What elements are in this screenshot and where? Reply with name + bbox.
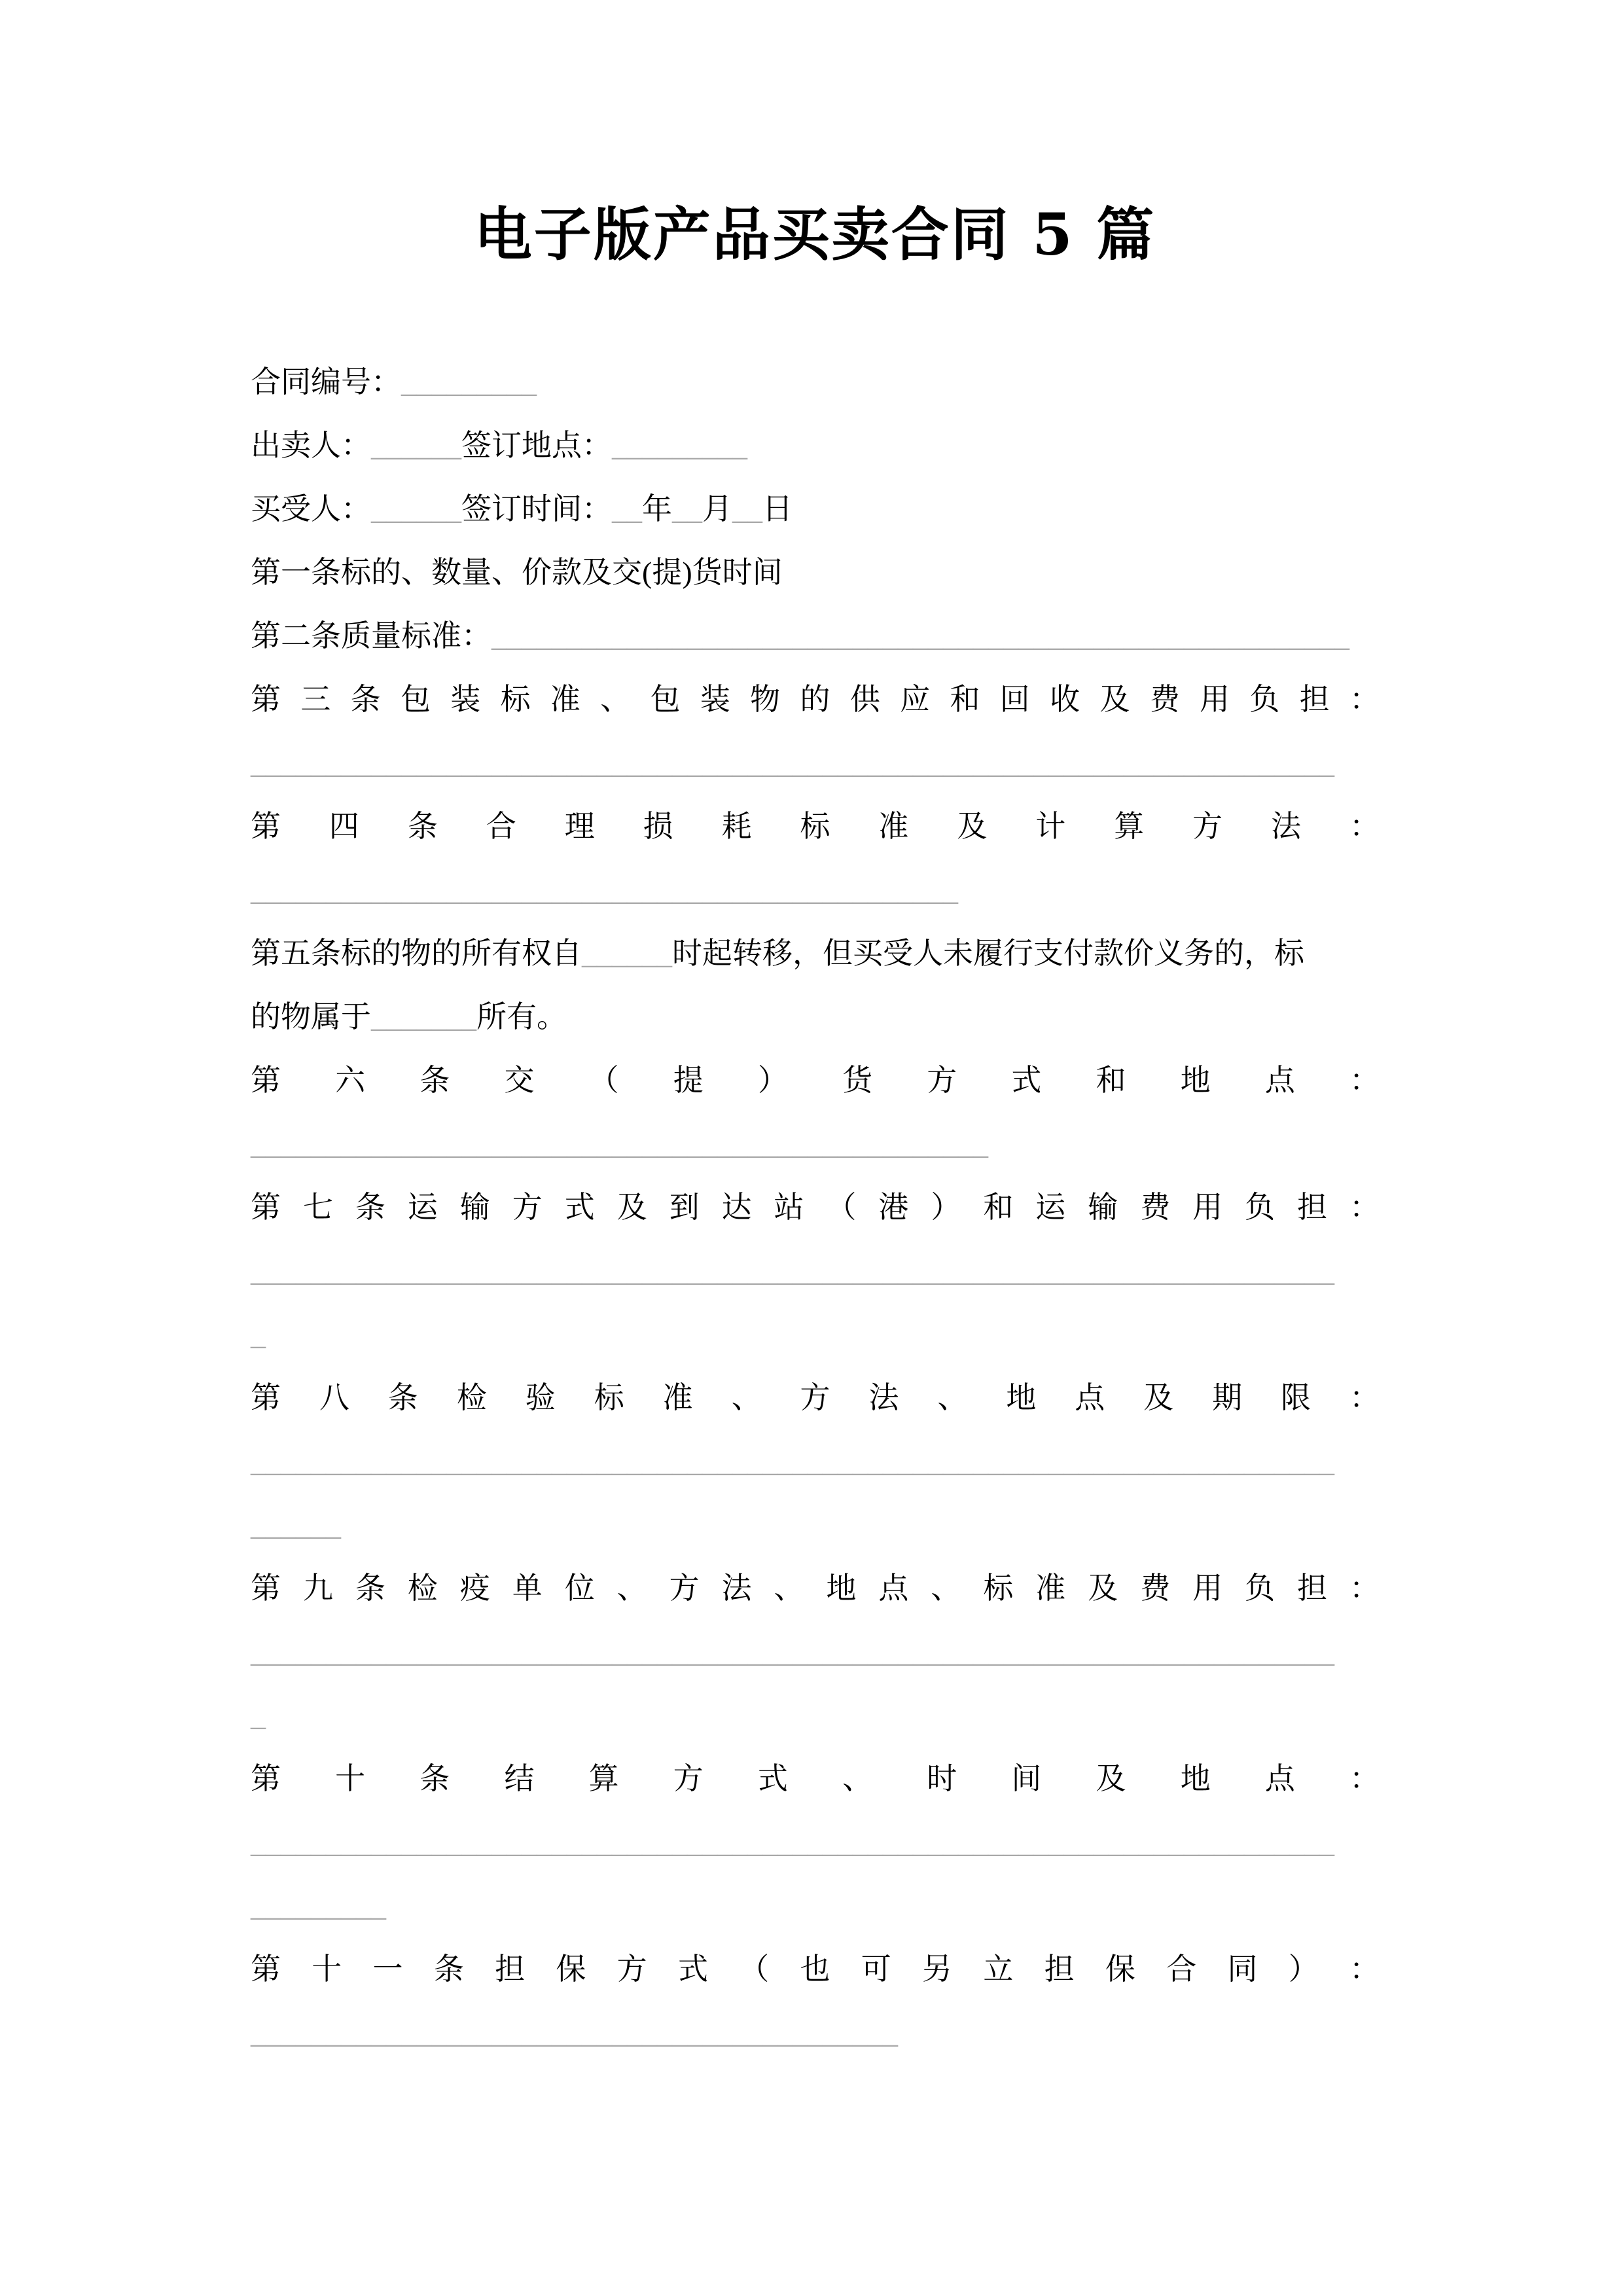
blank-field: ________________________________________________________________________	[251, 745, 1334, 780]
text-segment: 时起转移，但买受人未履行支付款价义务的，标	[672, 936, 1304, 970]
text-segment: 的物属于	[251, 999, 371, 1033]
blank-line-8	[251, 1620, 1380, 1683]
blank-field: ______	[371, 492, 461, 526]
text-segment: 第五条标的物的所有权自	[251, 936, 582, 970]
clause-7-line	[251, 1175, 1380, 1239]
text-segment: 年	[642, 492, 672, 526]
document-title: 电子版产品买卖合同 5 篇	[474, 200, 1156, 268]
clause-8-line	[251, 1366, 1380, 1429]
clause-4-line	[251, 795, 1380, 858]
blank-line-4	[251, 1239, 1380, 1302]
blank-field: _________________________________________________________	[491, 619, 1349, 653]
blank-line-6	[251, 1429, 1380, 1493]
text-segment: 第一条标的、数量、价款及交(提)货时间	[251, 555, 783, 589]
clause-3-line	[251, 668, 1380, 731]
blank-field: ________________________________________________________________________	[251, 1825, 1334, 1859]
blank-line-1	[251, 731, 1380, 795]
text-segment: 第 九 条 检 疫 单 位 、 方 法 、 地 点 、 标 准 及 费 用 负 担 ：	[251, 1571, 1380, 1605]
text-segment: 第 四 条 合 理 损 耗 标 准 及 计 算 方 法 ：	[251, 809, 1380, 843]
blank-line-7	[251, 1493, 1380, 1556]
blank-line-5	[251, 1302, 1380, 1366]
blank-field: _______	[371, 999, 476, 1033]
blank-field: _________	[251, 1888, 386, 1922]
blank-field: __	[672, 492, 702, 526]
text-segment: 所有。	[476, 999, 567, 1033]
clause-6-line	[251, 1049, 1380, 1112]
clause-10-line	[251, 1747, 1380, 1810]
blank-line-2	[251, 858, 1380, 922]
text-segment: 签订时间：	[461, 492, 612, 526]
clause-9-line	[251, 1556, 1380, 1620]
blank-line-9	[251, 1683, 1380, 1747]
blank-field: ______	[371, 428, 461, 462]
clause-5-line-2	[251, 985, 1380, 1049]
clause-5-line-1	[251, 922, 1380, 985]
text-segment: 签订地点：	[461, 428, 612, 462]
document-body	[251, 350, 1380, 2064]
text-segment: 合同编号：	[251, 365, 401, 399]
contract-number-line	[251, 350, 1380, 414]
blank-field: _	[251, 1698, 266, 1732]
blank-field: __	[732, 492, 762, 526]
clause-11-line	[251, 1937, 1380, 2001]
blank-field: ___________________________________________	[251, 2015, 898, 2049]
text-segment: 第 七 条 运 输 方 式 及 到 达 站 （ 港 ） 和 运 输 费 用 负 担 ：	[251, 1190, 1380, 1224]
text-segment: 买受人：	[251, 492, 371, 526]
text-segment: 第 八 条 检 验 标 准 、 方 法 、 地 点 及 期 限 ：	[251, 1380, 1380, 1414]
blank-field: _	[251, 1317, 266, 1351]
buyer-line	[251, 477, 1380, 541]
blank-line-12	[251, 2001, 1380, 2064]
blank-line-11	[251, 1874, 1380, 1937]
text-segment: 月	[702, 492, 732, 526]
blank-field: _________________________________________________	[251, 1126, 988, 1160]
blank-field: ______	[582, 936, 672, 970]
clause-1-line	[251, 541, 1380, 604]
text-segment: 第 三 条 包 装 标 准 、 包 装 物 的 供 应 和 回 收 及 费 用 负 担 ：	[251, 682, 1380, 716]
text-segment: 第 六 条 交 （ 提 ） 货 方 式 和 地 点 ：	[251, 1063, 1380, 1097]
blank-line-3	[251, 1112, 1380, 1175]
text-segment: 日	[762, 492, 793, 526]
blank-field: _______________________________________________	[251, 872, 958, 906]
clause-2-line	[251, 604, 1380, 668]
blank-line-10	[251, 1810, 1380, 1874]
seller-line	[251, 414, 1380, 477]
blank-field: ________________________________________________________________________	[251, 1253, 1334, 1287]
blank-field: ________________________________________________________________________	[251, 1634, 1334, 1668]
text-segment: 第 十 条 结 算 方 式 、 时 间 及 地 点 ：	[251, 1761, 1380, 1795]
text-segment: 第二条质量标准：	[251, 619, 491, 653]
blank-field: ________________________________________________________________________	[251, 1444, 1334, 1478]
blank-field: __	[612, 492, 642, 526]
blank-field: ______	[251, 1507, 341, 1541]
blank-field: _________	[401, 365, 537, 399]
text-segment: 出卖人：	[251, 428, 371, 462]
blank-field: _________	[612, 428, 747, 462]
text-segment: 第 十 一 条 担 保 方 式 （ 也 可 另 立 担 保 合 同 ） ：	[251, 1952, 1380, 1986]
